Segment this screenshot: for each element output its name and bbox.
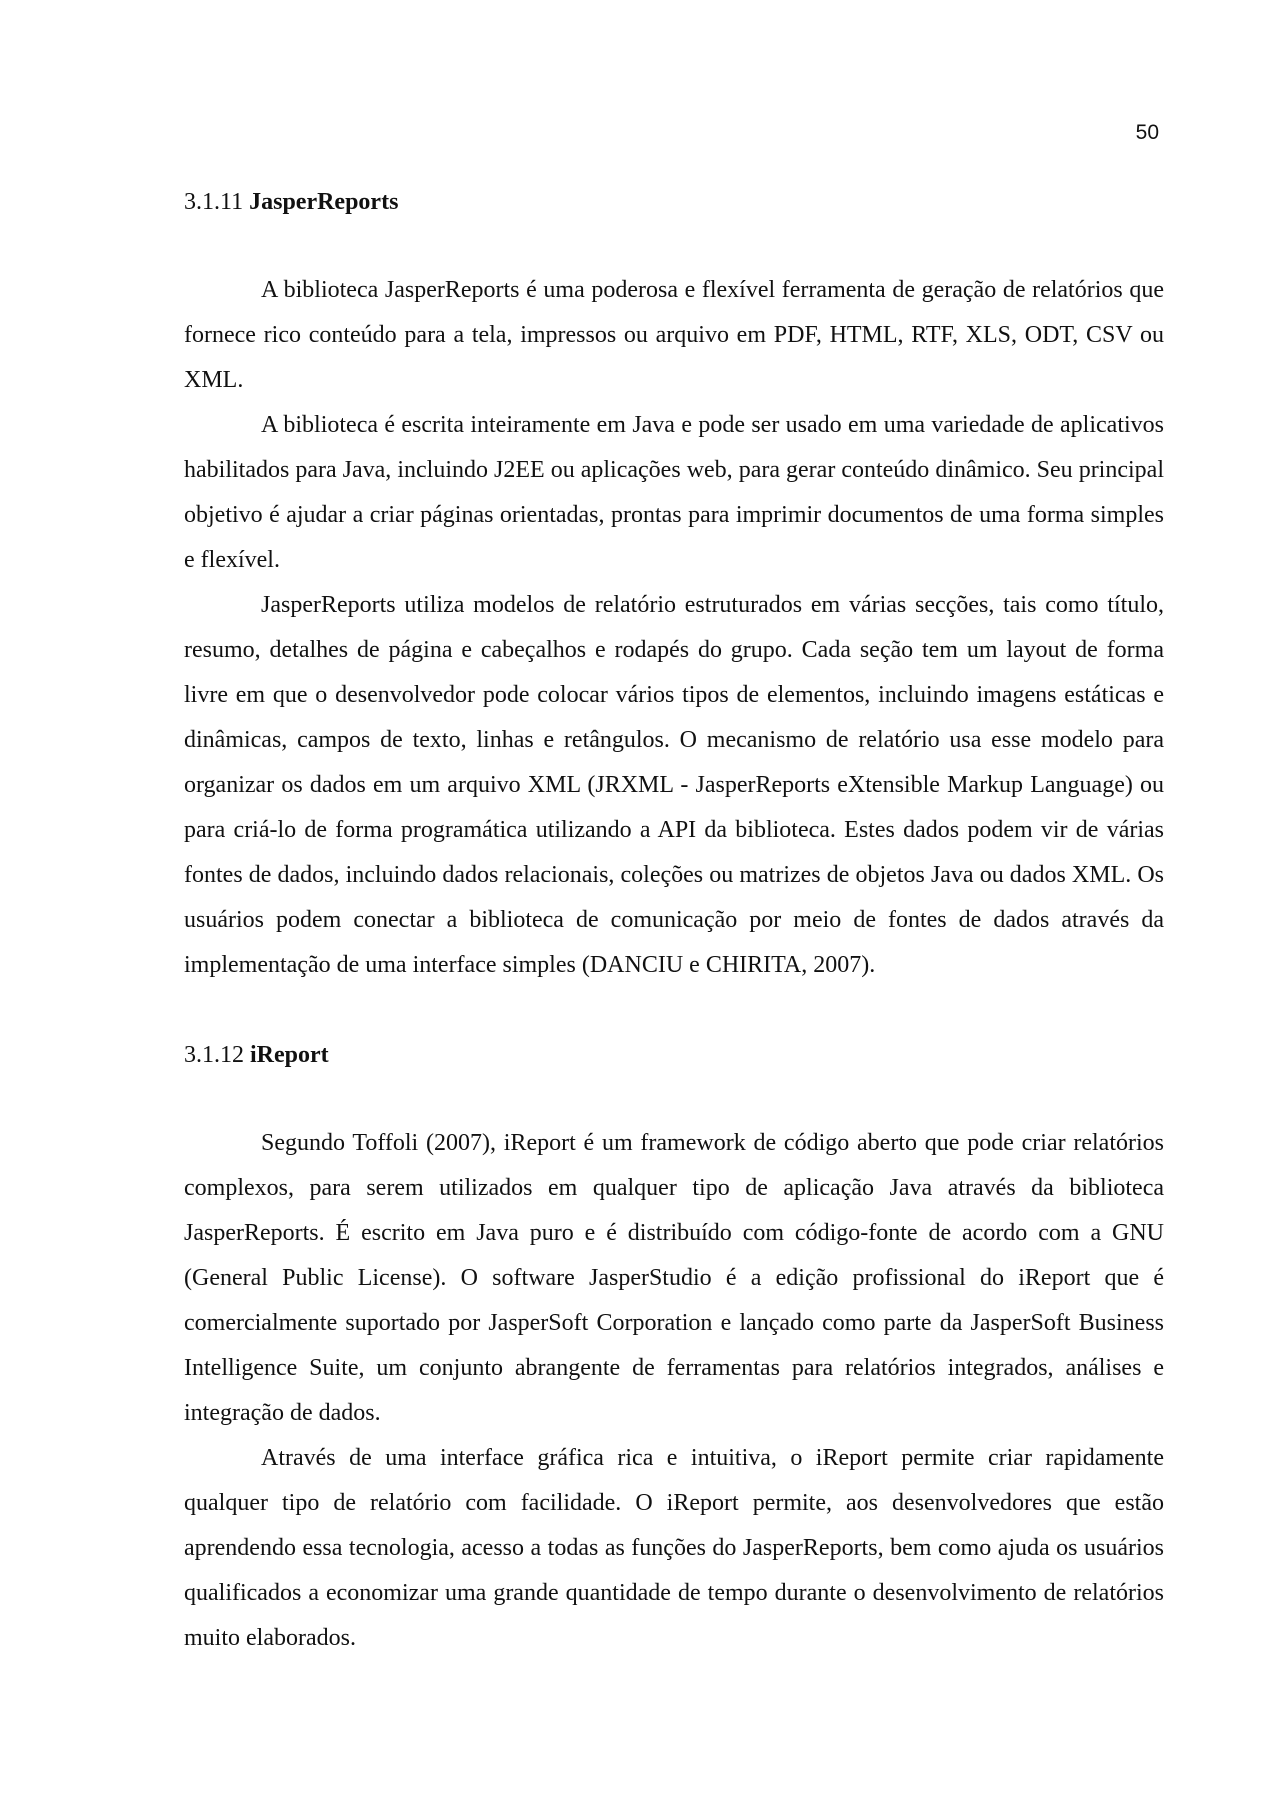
paragraph: A biblioteca JasperReports é uma poderosa e flexível ferramenta de geração de relatórios que fornece rico conteúdo para a tela, impressos ou arquivo em PDF, HTML, RTF, XLS, ODT, CSV ou XML. <box>184 277 1164 393</box>
section-title: iReport <box>250 1042 329 1068</box>
paragraph: A biblioteca é escrita inteiramente em Java e pode ser usado em uma variedade de aplicativos habilitados para Java, incluindo J2EE ou aplicações web, para gerar conteúdo dinâmico. Seu principal objetivo é ajudar a criar páginas orientadas, prontas para imprimir documentos de uma forma simples e flexível. <box>184 412 1164 573</box>
paragraph: Segundo Toffoli (2007), iReport é um framework de código aberto que pode criar relatórios complexos, para serem utilizados em qualquer tipo de aplicação Java através da biblioteca JasperReports. É escrito em Java puro e é distribuído com código-fonte de acordo com a GNU (General Public License). O software JasperStudio é a edição profissional do iReport que é comercialmente suportado por JasperSoft Corporation e lançado como parte da JasperSoft Business Intelligence Suite, um conjunto abrangente de ferramentas para relatórios integrados, análises e integração de dados. <box>184 1130 1164 1426</box>
page-number: 50 <box>1135 121 1159 144</box>
spacer <box>184 1077 1164 1121</box>
section-title: JasperReports <box>249 189 399 215</box>
section-number: 3.1.11 <box>184 189 244 215</box>
spacer <box>184 224 1164 268</box>
spacer <box>184 988 1164 1033</box>
section-number: 3.1.12 <box>184 1042 244 1068</box>
paragraph: Através de uma interface gráfica rica e intuitiva, o iReport permite criar rapidamente qualquer tipo de relatório com facilidade. O iReport permite, aos desenvolvedores que estão aprendendo essa tecnologia, acesso a todas as funções do JasperReports, bem como ajuda os usuários qualificados a economizar uma grande quantidade de tempo durante o desenvolvimento de relatórios muito elaborados. <box>184 1445 1164 1651</box>
section-heading-jasperreports <box>184 180 1164 224</box>
section-heading-ireport <box>184 1033 1164 1077</box>
page-content <box>184 180 1164 1661</box>
paragraph: JasperReports utiliza modelos de relatório estruturados em várias secções, tais como título, resumo, detalhes de página e cabeçalhos e rodapés do grupo. Cada seção tem um layout de forma livre em que o desenvolvedor pode colocar vários tipos de elementos, incluindo imagens estáticas e dinâmicas, campos de texto, linhas e retângulos. O mecanismo de relatório usa esse modelo para organizar os dados em um arquivo XML (JRXML - JasperReports eXtensible Markup Language) ou para criá-lo de forma programática utilizando a API da biblioteca. Estes dados podem vir de várias fontes de dados, incluindo dados relacionais, coleções ou matrizes de objetos Java ou dados XML. Os usuários podem conectar a biblioteca de comunicação por meio de fontes de dados através da implementação de uma interface simples (DANCIU e CHIRITA, 2007). <box>184 592 1164 978</box>
